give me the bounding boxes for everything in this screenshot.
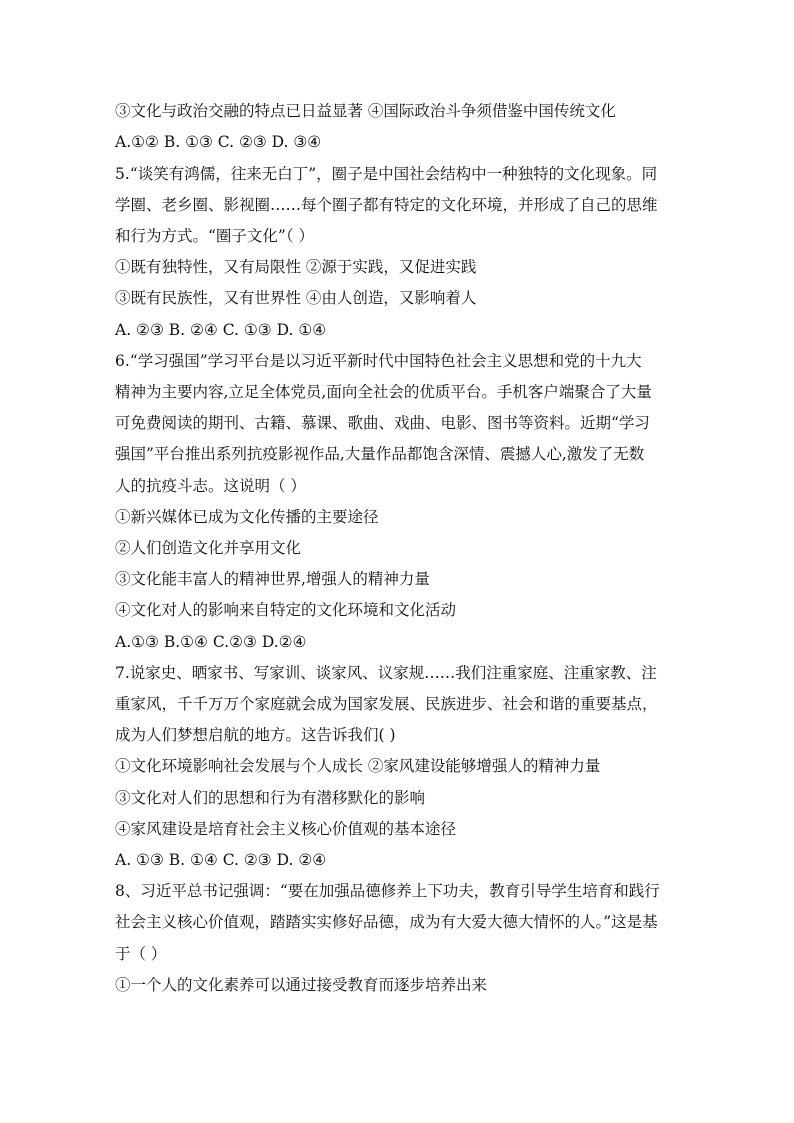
question-8-text: 社会主义核心价值观，踏踏实实修好品德，成为有大爱大德大情怀的人。”这是基 (115, 913, 658, 931)
question-6-text: 人的抗疫斗志。这说明（ ） (115, 477, 306, 495)
option-line: ③既有民族性，又有世界性 ④由人创造，又影响着人 (115, 289, 477, 307)
question-7-text: 成为人们梦想启航的地方。这告诉我们( ) (115, 726, 396, 744)
question-8-text: 于（ ） (115, 945, 167, 963)
answer-choices: A. ②③ B. ②④ C. ①③ D. ①④ (115, 321, 327, 339)
option-line: ④文化对人的影响来自特定的文化环境和文化活动 (115, 601, 457, 619)
question-5-text: 和行为方式。“圈子文化”（ ） (115, 227, 315, 245)
option-line: ①新兴媒体已成为文化传播的主要途径 (115, 508, 379, 526)
question-8-text: 8、习近平总书记强调：“要在加强品德修养上下功夫，教育引导学生培育和践行 (115, 882, 660, 900)
answer-choices: A.①② B. ①③ C. ②③ D. ③④ (115, 133, 322, 151)
answer-choices: A. ①③ B. ①④ C. ②③ D. ②④ (115, 851, 327, 869)
question-6-text: 强国”平台推出系列抗疫影视作品,大量作品都饱含深情、震撼人心,激发了无数 (115, 445, 645, 463)
question-6-text: 可免费阅读的期刊、古籍、慕课、歌曲、戏曲、电影、图书等资料。近期“学习 (115, 414, 650, 432)
option-line: ④家风建设是培育社会主义核心价值观的基本途径 (115, 820, 457, 838)
question-7-text: 7.说家史、晒家书、写家训、谈家风、议家规……我们注重家庭、注重家教、注 (115, 664, 657, 682)
option-line: ②人们创造文化并享用文化 (115, 539, 302, 557)
option-line: ①文化环境影响社会发展与个人成长 ②家风建设能够增强人的精神力量 (115, 757, 601, 775)
question-5-text: 学圈、老乡圈、影视圈……每个圈子都有特定的文化环境，并形成了自己的思维 (115, 196, 658, 214)
question-6-text: 精神为主要内容,立足全体党员,面向全社会的优质平台。手机客户端聚合了大量 (115, 383, 652, 401)
question-6-text: 6.“学习强国”学习平台是以习近平新时代中国特色社会主义思想和党的十九大 (115, 352, 642, 370)
option-line: ③文化对人们的思想和行为有潜移默化的影响 (115, 789, 426, 807)
option-line: ①一个人的文化素养可以通过接受教育而逐步培养出来 (115, 976, 488, 994)
option-line: ③文化能丰富人的精神世界,增强人的精神力量 (115, 570, 430, 588)
option-line: ③文化与政治交融的特点已日益显著 ④国际政治斗争须借鉴中国传统文化 (115, 102, 616, 120)
option-line: ①既有独特性，又有局限性 ②源于实践，又促进实践 (115, 258, 477, 276)
question-7-text: 重家风，千千万万个家庭就会成为国家发展、民族进步、社会和谐的重要基点， (115, 695, 658, 713)
answer-choices: A.①③ B.①④ C.②③ D.②④ (115, 633, 307, 651)
question-5-text: 5.“谈笑有鸿儒，往来无白丁”，圈子是中国社会结构中一种独特的文化现象。同 (115, 165, 658, 183)
